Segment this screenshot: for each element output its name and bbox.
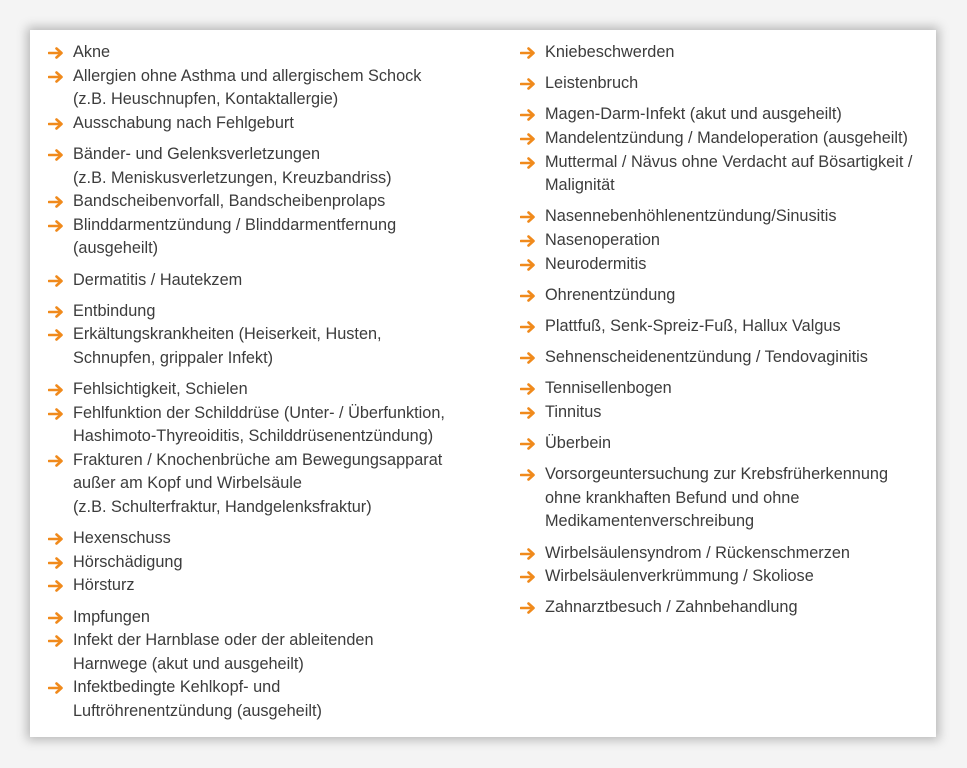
list-item-text: Fehlsichtigkeit, Schielen [73,380,248,399]
arrow-right-icon [48,612,64,624]
list-item [48,214,518,261]
list-item [520,596,930,620]
list-item [520,401,930,425]
list-item-text: Bandscheibenvorfall, Bandscheibenprolaps [73,192,386,211]
list-item-text: Hörsturz [73,576,135,595]
list-item-text: (z.B. Heuschnupfen, Kontaktallergie) [73,90,339,109]
arrow-right-icon [520,47,536,59]
list-item-text: Hörschädigung [73,552,183,571]
list-item [520,103,930,127]
list-item-text: Plattfuß, Senk-Spreiz-Fuß, Hallux Valgus [545,316,841,335]
list-item-text: Ausschabung nach Fehlgeburt [73,113,294,132]
list-item-text: Nasennebenhöhlenentzündung/Sinusitis [545,207,837,226]
arrow-right-icon [520,352,536,364]
list-item-text: Nasenoperation [545,230,660,249]
list-item-text: Schnupfen, grippaler Infekt) [73,348,274,367]
arrow-right-icon [48,329,64,341]
list-item-text: Magen-Darm-Infekt (akut und ausgeheilt) [545,105,842,124]
list-item [520,463,930,534]
list-item [48,551,518,575]
list-item [48,606,518,630]
list-item-text: (ausgeheilt) [73,239,159,258]
arrow-right-icon [520,133,536,145]
arrow-right-icon [520,548,536,560]
list-item-text: (z.B. Meniskusverletzungen, Kreuzbandriss) [73,168,392,187]
arrow-right-icon [520,259,536,271]
arrow-right-icon [48,47,64,59]
list-item-text: Hexenschuss [73,529,171,548]
list-item [48,402,518,449]
arrow-right-icon [520,290,536,302]
list-item [520,41,930,65]
list-item-text: Neurodermitis [545,254,647,273]
list-item [520,253,930,277]
arrow-right-icon [48,149,64,161]
list-item [520,377,930,401]
list-item [520,346,930,370]
list-item [520,205,930,229]
list-item-text: Allergien ohne Asthma und allergischem Schock [73,66,422,85]
arrow-right-icon [48,557,64,569]
list-item [520,432,930,456]
list-item [520,284,930,308]
arrow-right-icon [48,220,64,232]
list-item [48,143,518,190]
list-item-text: Infekt der Harnblase oder der ableitenden [73,631,374,650]
list-item [48,300,518,324]
list-item [520,229,930,253]
list-item-text: Mandelentzündung / Mandeloperation (ausgeheilt) [545,128,908,147]
list-item [520,565,930,589]
list-item-text: Überbein [545,434,612,453]
list-item-text: Luftröhrenentzündung (ausgeheilt) [73,702,322,720]
arrow-right-icon [48,635,64,647]
arrow-right-icon [48,533,64,545]
arrow-right-icon [48,118,64,130]
list-item [48,269,518,293]
list-item-text: Blinddarmentzündung / Blinddarmentfernung [73,215,397,234]
arrow-right-icon [520,602,536,614]
arrow-right-icon [520,571,536,583]
arrow-right-icon [520,469,536,481]
list-item-text: Zahnarztbesuch / Zahnbehandlung [545,598,798,617]
arrow-right-icon [520,407,536,419]
list-item-text: Akne [73,43,111,61]
arrow-right-icon [520,211,536,223]
arrow-right-icon [48,384,64,396]
list-item [48,378,518,402]
arrow-right-icon [48,682,64,694]
list-item [48,41,518,65]
right-column [520,41,930,620]
list-item-text: Entbindung [73,301,156,320]
list-item [48,574,518,598]
condition-list-left [48,41,518,724]
list-item-text: Vorsorgeuntersuchung zur Krebsfrüherkennung [545,465,889,484]
list-item [48,449,518,520]
list-item [520,315,930,339]
list-item [520,542,930,566]
list-item-text: Hashimoto-Thyreoiditis, Schilddrüsenentzündung) [73,427,434,446]
list-item-text: Bänder- und Gelenksverletzungen [73,144,321,163]
document-page [30,30,936,737]
arrow-right-icon [48,71,64,83]
list-item-text: Infektbedingte Kehlkopf- und [73,678,281,697]
arrow-right-icon [48,455,64,467]
arrow-right-icon [520,235,536,247]
left-column [48,41,518,724]
list-item [48,65,518,112]
list-item-text: Leistenbruch [545,74,639,93]
arrow-right-icon [520,383,536,395]
list-item-text: Fehlfunktion der Schilddrüse (Unter- / Überfunktion, [73,403,445,422]
list-item-text: Tinnitus [545,402,602,421]
list-item [48,676,518,723]
arrow-right-icon [48,306,64,318]
arrow-right-icon [520,321,536,333]
list-item-text: Medikamentenverschreibung [545,512,755,531]
list-item-text: Muttermal / Nävus ohne Verdacht auf Bösartigkeit / [545,152,913,171]
list-item-text: Kniebeschwerden [545,43,675,61]
arrow-right-icon [48,196,64,208]
list-item-text: Wirbelsäulensyndrom / Rückenschmerzen [545,543,850,562]
arrow-right-icon [48,580,64,592]
list-item-text: Sehnenscheidenentzündung / Tendovaginitis [545,348,868,367]
list-item-text: Malignität [545,176,615,195]
list-item-text: Impfungen [73,607,150,626]
arrow-right-icon [520,438,536,450]
arrow-right-icon [48,408,64,420]
arrow-right-icon [520,109,536,121]
list-item [48,112,518,136]
list-item [48,629,518,676]
list-item-text: Harnwege (akut und ausgeheilt) [73,654,304,673]
list-item [48,527,518,551]
list-item [520,72,930,96]
list-item-text: (z.B. Schulterfraktur, Handgelenksfraktur) [73,498,372,517]
list-item-text: ohne krankhaften Befund und ohne [545,488,800,507]
arrow-right-icon [520,157,536,169]
list-item [48,190,518,214]
list-item-text: Tennisellenbogen [545,379,672,398]
list-item-text: außer am Kopf und Wirbelsäule [73,474,302,493]
list-item [520,151,930,198]
arrow-right-icon [520,78,536,90]
arrow-right-icon [48,275,64,287]
list-item-text: Dermatitis / Hautekzem [73,270,243,289]
condition-list-right [520,41,930,620]
list-item-text: Frakturen / Knochenbrüche am Bewegungsapparat [73,450,443,469]
list-item-text: Erkältungskrankheiten (Heiserkeit, Husten, [73,325,382,344]
list-item-text: Ohrenentzündung [545,285,676,304]
list-item-text: Wirbelsäulenverkrümmung / Skoliose [545,567,814,586]
list-item [520,127,930,151]
list-item [48,323,518,370]
